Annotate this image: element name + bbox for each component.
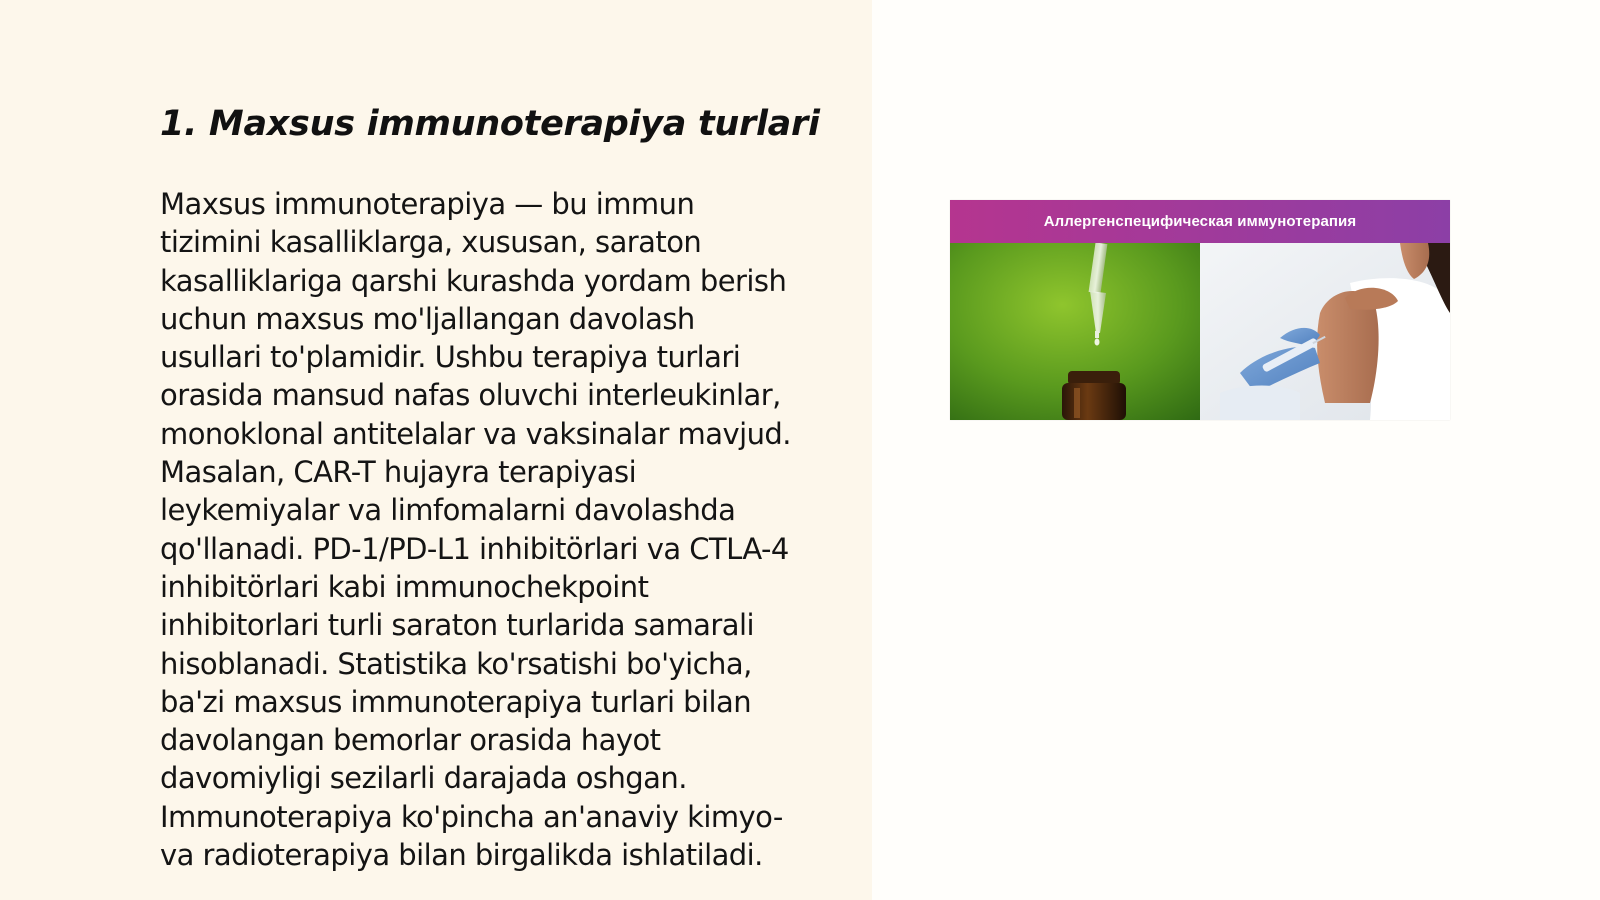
- paragraph-line: kasalliklariga qarshi kurashda yordam berish: [160, 263, 787, 298]
- slide-title: 1. Maxsus immunoterapiya turlari: [160, 104, 820, 144]
- vaccination-illustration: [1200, 243, 1450, 420]
- paragraph-line: va radioterapiya bilan birgalikda ishlatiladi.: [160, 838, 763, 873]
- paragraph-line: inhibitorlari turli saraton turlarida samarali: [160, 608, 754, 643]
- paragraph-line: ba'zi maxsus immunoterapiya turlari bilan: [160, 684, 752, 719]
- immunotherapy-photo: [950, 200, 1450, 420]
- paragraph-line: hisoblanadi. Statistika ko'rsatishi bo'yicha,: [160, 646, 752, 681]
- paragraph-line: monoklonal antitelalar va vaksinalar mavjud.: [160, 416, 791, 451]
- paragraph-line: davolangan bemorlar orasida hayot: [160, 723, 661, 758]
- paragraph-line: inhibitörlari kabi immunochekpoint: [160, 569, 649, 604]
- paragraph-line: leykemiyalar va limfomalarni davolashda: [160, 493, 736, 528]
- right-image-panel: [872, 0, 1600, 900]
- paragraph-line: tizimini kasalliklarga, xususan, saraton: [160, 225, 702, 260]
- dropper-bottle-illustration: [950, 243, 1200, 420]
- paragraph-line: uchun maxsus mo'ljallangan davolash: [160, 301, 695, 336]
- photo-banner-caption: Аллергенспецифическая иммунотерапия: [950, 200, 1450, 243]
- paragraph-line: usullari to'plamidir. Ushbu terapiya turlari: [160, 340, 741, 375]
- paragraph-line: Immunoterapiya ko'pincha an'anaviy kimyo-: [160, 799, 783, 834]
- paragraph-line: orasida mansud nafas oluvchi interleukinlar,: [160, 378, 781, 413]
- paragraph-line: Maxsus immunoterapiya — bu immun: [160, 187, 695, 221]
- slide-body-paragraph: [160, 185, 865, 874]
- paragraph-line: davomiyligi sezilarli darajada oshgan.: [160, 761, 687, 796]
- paragraph-line: Masalan, CAR-T hujayra terapiyasi: [160, 455, 637, 490]
- paragraph-line: qo'llanadi. PD-1/PD-L1 inhibitörlari va CTLA-4: [160, 531, 789, 566]
